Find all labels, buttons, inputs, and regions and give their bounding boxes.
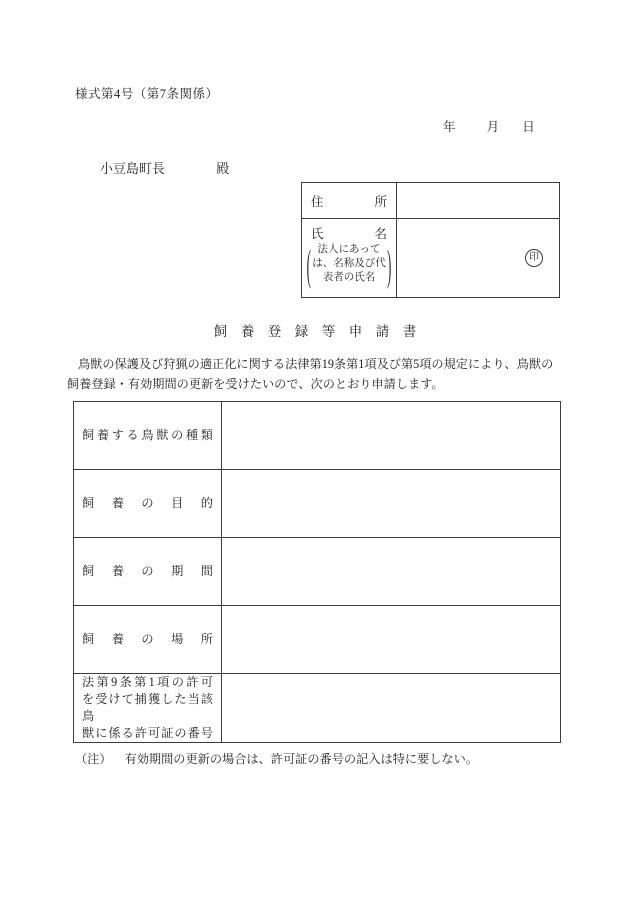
row-label-cell	[74, 402, 222, 470]
row-label-cell	[74, 606, 222, 674]
date-line	[443, 117, 535, 135]
date-month-label: 月	[486, 120, 500, 134]
row-label-cell	[74, 538, 222, 606]
body-paragraph	[67, 355, 559, 394]
application-table	[73, 401, 561, 743]
table-row	[74, 538, 561, 606]
name-note-lines	[311, 243, 387, 285]
address-label-cell	[302, 183, 397, 219]
row-label: 飼養の期間	[82, 564, 213, 578]
name-note	[302, 239, 396, 289]
row-label-line: 獣に係る許可証の番号	[82, 726, 213, 740]
row-label: 飼養の場所	[82, 632, 213, 646]
row-value-cell	[222, 470, 561, 538]
open-paren: (	[306, 239, 311, 289]
row-value-cell	[222, 402, 561, 470]
table-row	[74, 470, 561, 538]
row-value-cell	[222, 606, 561, 674]
page-title: 飼養登録等申請書	[213, 324, 430, 339]
row-label: 飼養する鳥獣の種類	[82, 428, 213, 442]
footnote-text: 有効期間の更新の場合は、許可証の番号の記入は特に要しない。	[124, 752, 478, 766]
row-value-cell	[222, 538, 561, 606]
body-line: 飼養登録・有効期間の更新を受けたいので、次のとおり申請します。	[67, 376, 444, 391]
row-label-line: 法第9条第1項の許可	[82, 675, 213, 689]
row-label-cell	[74, 674, 222, 743]
name-note-line: 法人にあって	[317, 244, 381, 255]
address-label: 住所	[311, 194, 387, 209]
row-value-cell	[222, 674, 561, 743]
table-row	[74, 674, 561, 743]
row-label-line: を受けて捕獲した当該鳥	[82, 692, 213, 723]
footnote	[75, 750, 478, 767]
footnote-prefix: （注）	[75, 752, 112, 766]
honorific: 殿	[216, 161, 230, 176]
table-row	[74, 402, 561, 470]
close-paren: )	[387, 239, 392, 289]
body-line: 鳥獣の保護及び狩猟の適正化に関する法律第19条第1項及び第5項の規定により、鳥獣の	[78, 357, 554, 371]
name-value-cell	[397, 219, 560, 298]
seal-mark-icon: 印	[525, 249, 543, 267]
address-value-cell	[397, 183, 560, 219]
addressee-line	[100, 158, 229, 177]
row-label: 飼養の目的	[82, 496, 213, 510]
date-year-label: 年	[443, 120, 456, 134]
name-label: 氏名	[311, 227, 387, 241]
name-label-cell	[302, 219, 397, 298]
address-row	[302, 183, 560, 219]
form-number: 様式第4号（第7条関係）	[75, 87, 219, 101]
recipient-name: 小豆島町長	[100, 161, 166, 176]
name-note-line: 表者の氏名	[322, 272, 376, 283]
name-note-line: は、名称及び代	[312, 258, 386, 269]
applicant-table	[301, 182, 560, 298]
row-label-cell	[74, 470, 222, 538]
name-row	[302, 219, 560, 298]
date-day-label: 日	[522, 120, 535, 134]
table-row	[74, 606, 561, 674]
